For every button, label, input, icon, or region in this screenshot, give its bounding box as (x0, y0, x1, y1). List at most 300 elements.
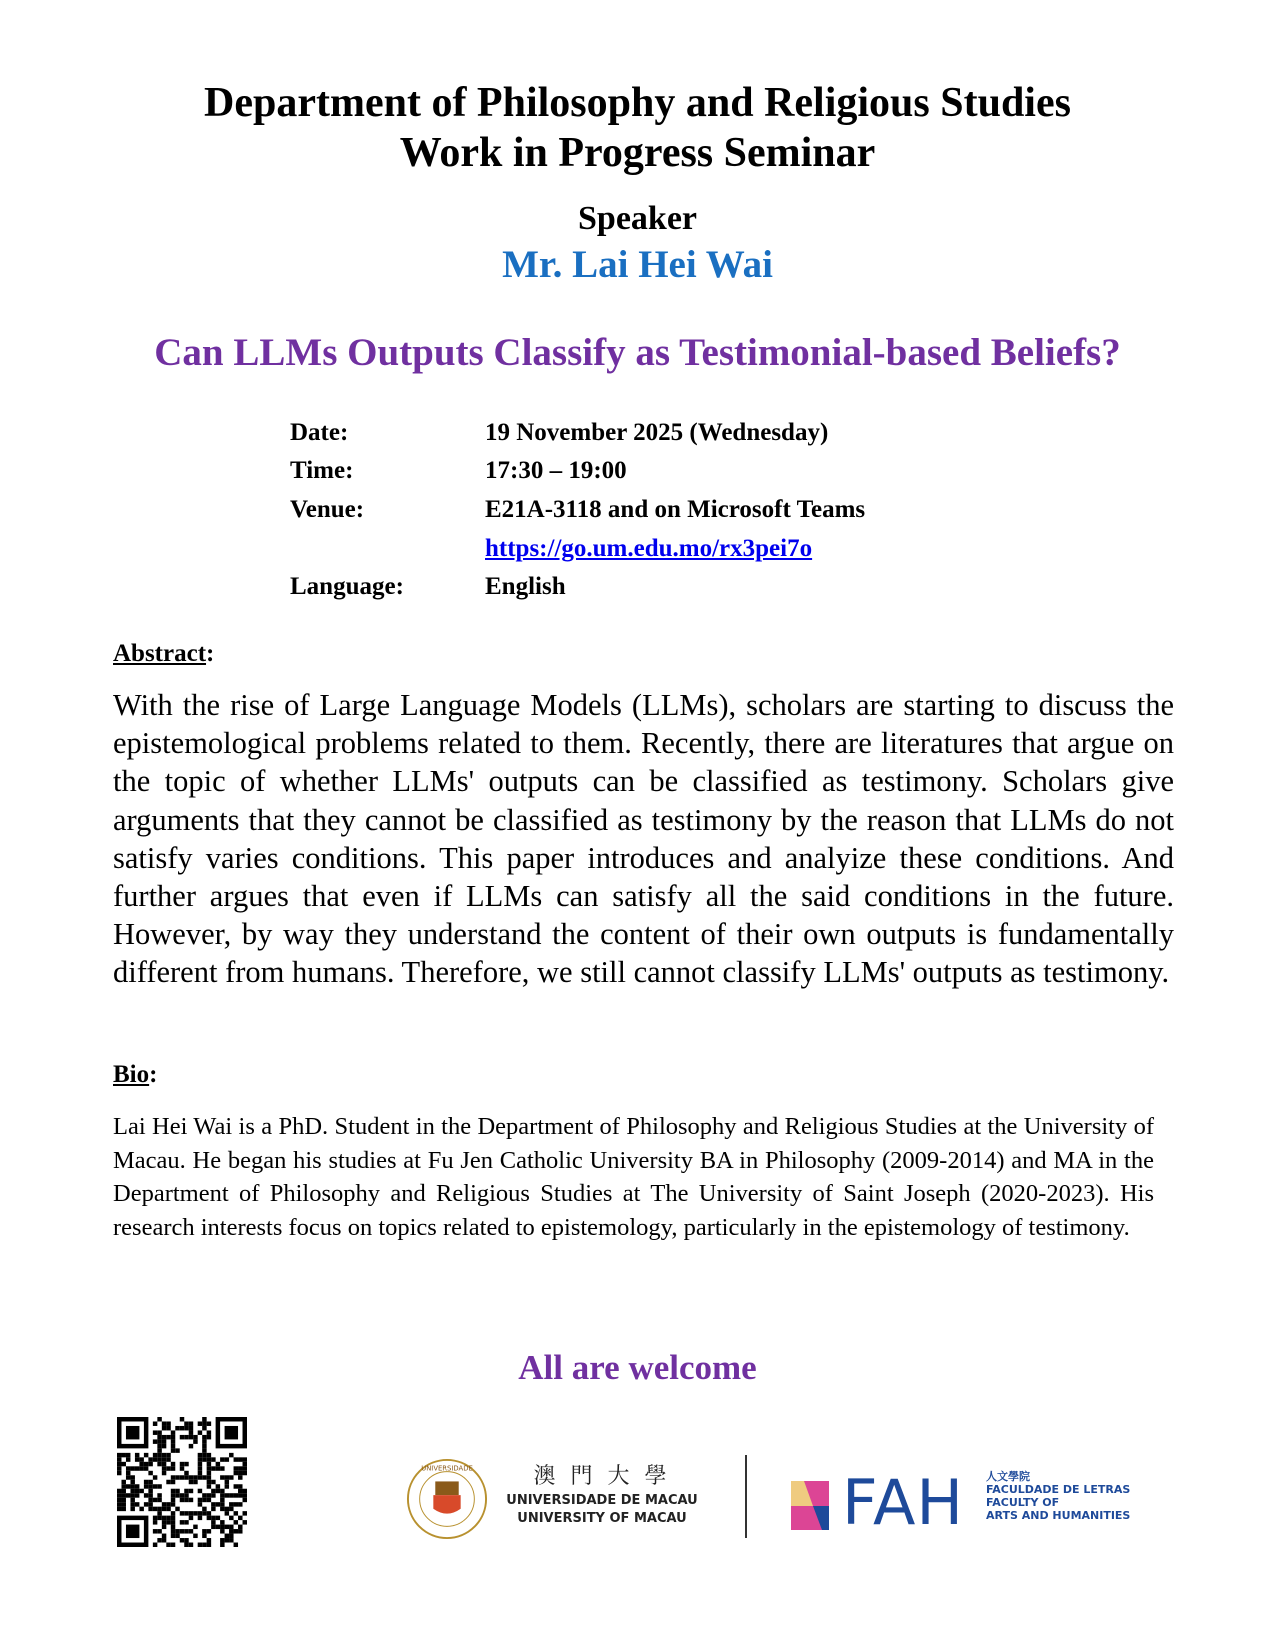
abstract-heading: Abstract: (113, 640, 215, 667)
qr-module (139, 1489, 143, 1493)
qr-module (193, 1475, 197, 1479)
qr-module (234, 1484, 238, 1488)
qr-module (157, 1516, 161, 1520)
qr-module (157, 1444, 161, 1448)
qr-module (207, 1475, 211, 1479)
qr-module (229, 1493, 233, 1497)
qr-module (229, 1534, 233, 1538)
qr-module (202, 1457, 206, 1461)
qr-module (202, 1426, 206, 1430)
qr-module (238, 1484, 242, 1488)
qr-module (117, 1453, 121, 1457)
qr-module (117, 1471, 121, 1475)
qr-module (184, 1543, 188, 1547)
qr-module (220, 1475, 224, 1479)
qr-module (184, 1426, 188, 1430)
qr-module (171, 1543, 175, 1547)
qr-module (225, 1534, 229, 1538)
qr-module (211, 1525, 215, 1529)
qr-module (243, 1520, 247, 1524)
qr-module (153, 1484, 157, 1488)
bio-label: Bio (113, 1061, 150, 1088)
qr-module (207, 1453, 211, 1457)
qr-module (180, 1435, 184, 1439)
qr-module (162, 1444, 166, 1448)
qr-module (238, 1493, 242, 1497)
qr-module (121, 1493, 125, 1497)
qr-module (198, 1462, 202, 1466)
qr-module (225, 1426, 238, 1439)
qr-module (135, 1457, 139, 1461)
fah-wordmark: FAH (842, 1466, 965, 1539)
qr-module (126, 1453, 130, 1457)
qr-module (148, 1502, 152, 1506)
qr-module (207, 1471, 211, 1475)
um-chinese-name: 澳 門 大 學 (533, 1464, 671, 1489)
qr-module (162, 1439, 166, 1443)
qr-module (117, 1457, 121, 1461)
qr-module (162, 1453, 166, 1457)
qr-module (184, 1538, 188, 1542)
qr-module (162, 1507, 166, 1511)
qr-module (220, 1538, 224, 1542)
speaker-name: Mr. Lai Hei Wai (502, 243, 773, 286)
qr-module (139, 1462, 143, 1466)
qr-module (171, 1534, 175, 1538)
qr-code[interactable] (115, 1417, 249, 1547)
qr-module (157, 1430, 161, 1434)
qr-module (153, 1529, 157, 1533)
qr-module (211, 1502, 215, 1506)
qr-module (126, 1484, 130, 1488)
qr-module (135, 1453, 139, 1457)
qr-module (202, 1453, 206, 1457)
qr-module (153, 1507, 157, 1511)
qr-module (171, 1516, 175, 1520)
qr-module (130, 1489, 134, 1493)
qr-module (216, 1516, 220, 1520)
qr-module (166, 1502, 170, 1506)
qr-module (220, 1520, 224, 1524)
qr-module (126, 1466, 130, 1470)
abstract-text: With the rise of Large Language Models (LLMs), scholars are starting to discuss the epistemological problems related to them. Recently, there are literatures that argue on the topic of whether LLMs' outputs can be classified as testimony. Scholars give arguments that they cannot be classified as testimony by the reason that LLMs do not satisfy varies conditions. This paper introduces and analyize these conditions. And further argues that even if LLMs can satisfy all the said conditions in the future. However, by way they understand the content of their own outputs is fundamentally different from humans. Therefore, we still cannot classify LLMs' outputs as testimony. (113, 688, 1174, 990)
qr-module (153, 1543, 157, 1547)
qr-module (171, 1444, 175, 1448)
qr-module (148, 1480, 152, 1484)
qr-module (130, 1475, 134, 1479)
qr-module (202, 1511, 206, 1515)
bio-text: Lai Hei Wai is a PhD. Student in the Department of Philosophy and Religious Studies at the University of Macau. He began his studies at Fu Jen Catholic University BA in Philosophy (2009-2014) and MA in the Department of Philosophy and Religious Studies at The University of Saint Joseph (2020-2023). His research interests focus on topics related to epistemology, particularly in the epistemology of testimony. (113, 1113, 1154, 1241)
qr-module (148, 1498, 152, 1502)
qr-module (225, 1484, 229, 1488)
qr-module (117, 1498, 121, 1502)
qr-module (189, 1444, 193, 1448)
qr-module (171, 1435, 175, 1439)
qr-module (225, 1480, 229, 1484)
qr-module (126, 1525, 139, 1538)
qr-module (238, 1516, 242, 1520)
qr-module (238, 1471, 242, 1475)
qr-module (207, 1538, 211, 1542)
qr-module (153, 1439, 157, 1443)
qr-module (189, 1430, 193, 1434)
qr-module (162, 1534, 166, 1538)
qr-module (157, 1417, 161, 1421)
qr-module (202, 1543, 206, 1547)
qr-module (171, 1462, 175, 1466)
qr-module (220, 1466, 224, 1470)
qr-module (225, 1525, 229, 1529)
qr-module (175, 1475, 179, 1479)
fah-names (986, 1470, 1130, 1522)
qr-module (229, 1507, 233, 1511)
qr-module (153, 1457, 157, 1461)
qr-module (139, 1466, 143, 1470)
qr-module (166, 1466, 170, 1470)
qr-module (166, 1453, 170, 1457)
qr-module (207, 1457, 211, 1461)
qr-module (117, 1493, 121, 1497)
qr-module (229, 1453, 233, 1457)
qr-module (130, 1484, 134, 1488)
logo-divider (745, 1455, 747, 1538)
qr-module (238, 1489, 242, 1493)
qr-module (238, 1525, 242, 1529)
qr-module (216, 1525, 220, 1529)
qr-module (148, 1457, 152, 1461)
qr-module (189, 1480, 193, 1484)
qr-module (202, 1448, 206, 1452)
qr-module (157, 1538, 161, 1542)
qr-module (202, 1435, 206, 1439)
qr-module (234, 1471, 238, 1475)
qr-module (126, 1493, 130, 1497)
qr-module (153, 1430, 157, 1434)
qr-module (121, 1480, 125, 1484)
qr-module (225, 1457, 229, 1461)
detail-date (290, 419, 828, 447)
qr-module (229, 1516, 233, 1520)
qr-module (243, 1498, 247, 1502)
qr-module (153, 1475, 157, 1479)
qr-module (189, 1475, 193, 1479)
qr-module (126, 1471, 130, 1475)
qr-module (126, 1426, 139, 1439)
qr-module (184, 1471, 188, 1475)
qr-module (153, 1516, 157, 1520)
qr-module (171, 1489, 175, 1493)
qr-module (126, 1457, 130, 1461)
detail-language (290, 573, 566, 601)
fah-english-name-2: ARTS AND HUMANITIES (986, 1509, 1131, 1522)
qr-module (225, 1507, 229, 1511)
qr-module (202, 1534, 206, 1538)
qr-module (171, 1475, 175, 1479)
um-english-name: UNIVERSITY OF MACAU (517, 1511, 687, 1526)
qr-module (180, 1417, 184, 1421)
qr-module (211, 1466, 215, 1470)
time-value: 17:30 – 19:00 (485, 457, 627, 484)
qr-module (207, 1484, 211, 1488)
qr-module (157, 1462, 161, 1466)
qr-module (180, 1529, 184, 1533)
qr-module (193, 1439, 197, 1443)
qr-module (198, 1511, 202, 1515)
qr-module (229, 1475, 233, 1479)
qr-module (180, 1426, 184, 1430)
qr-module (180, 1511, 184, 1515)
qr-module (189, 1426, 193, 1430)
teams-link[interactable]: https://go.um.edu.mo/rx3pei7o (485, 535, 813, 562)
qr-module (148, 1471, 152, 1475)
um-portuguese-name: UNIVERSIDADE DE MACAU (506, 1493, 698, 1508)
qr-module (148, 1489, 152, 1493)
qr-module (166, 1421, 170, 1425)
qr-module (162, 1471, 166, 1475)
qr-module (184, 1489, 188, 1493)
qr-module (180, 1520, 184, 1524)
qr-module (171, 1493, 175, 1497)
qr-module (207, 1529, 211, 1533)
qr-module (130, 1498, 134, 1502)
qr-module (243, 1457, 247, 1461)
qr-module (171, 1439, 175, 1443)
abstract-label: Abstract (113, 640, 207, 667)
venue-label: Venue: (290, 496, 365, 523)
qr-module (121, 1498, 125, 1502)
qr-module (229, 1538, 233, 1542)
qr-module (193, 1525, 197, 1529)
qr-module (171, 1498, 175, 1502)
qr-module (202, 1507, 206, 1511)
qr-module (117, 1466, 121, 1470)
fah-english-name-1: FACULTY OF (986, 1496, 1060, 1509)
qr-module (157, 1498, 161, 1502)
detail-time (290, 457, 627, 485)
qr-module (148, 1484, 152, 1488)
department-title: Department of Philosophy and Religious Studies (204, 80, 1071, 126)
header-title (0, 78, 1275, 178)
qr-module (144, 1453, 148, 1457)
detail-link (290, 535, 812, 563)
qr-module (144, 1502, 148, 1506)
qr-module (184, 1435, 188, 1439)
qr-module (229, 1502, 233, 1506)
qr-module (126, 1475, 130, 1479)
qr-module (220, 1525, 224, 1529)
qr-module (162, 1525, 166, 1529)
qr-module (175, 1426, 179, 1430)
qr-module (144, 1466, 148, 1470)
qr-module (117, 1502, 121, 1506)
qr-module (234, 1502, 238, 1506)
qr-module (243, 1466, 247, 1470)
qr-module (198, 1475, 202, 1479)
qr-module (171, 1525, 175, 1529)
qr-module (234, 1520, 238, 1524)
qr-module (189, 1529, 193, 1533)
qr-module (198, 1543, 202, 1547)
qr-module (198, 1466, 202, 1470)
qr-module (202, 1475, 206, 1479)
qr-module (175, 1507, 179, 1511)
qr-module (243, 1462, 247, 1466)
qr-module (162, 1516, 166, 1520)
qr-module (121, 1507, 125, 1511)
qr-module (238, 1457, 242, 1461)
qr-module (180, 1466, 184, 1470)
qr-module (121, 1462, 125, 1466)
qr-module (202, 1444, 206, 1448)
qr-module (193, 1511, 197, 1515)
welcome-text: All are welcome (518, 1348, 757, 1387)
qr-module (238, 1529, 242, 1533)
qr-module (220, 1498, 224, 1502)
qr-module (234, 1493, 238, 1497)
qr-module (139, 1507, 143, 1511)
qr-module (184, 1421, 188, 1425)
seminar-title: Work in Progress Seminar (399, 130, 876, 176)
qr-module (220, 1502, 224, 1506)
qr-module (225, 1475, 229, 1479)
qr-module (234, 1511, 238, 1515)
um-seal-logo (405, 1458, 489, 1540)
qr-module (243, 1489, 247, 1493)
qr-module (180, 1462, 184, 1466)
qr-module (157, 1484, 161, 1488)
qr-module (157, 1507, 161, 1511)
qr-module (207, 1421, 211, 1425)
qr-module (121, 1502, 125, 1506)
qr-module (216, 1489, 220, 1493)
qr-module (130, 1502, 134, 1506)
qr-module (216, 1484, 220, 1488)
qr-module (189, 1498, 193, 1502)
qr-module (243, 1493, 247, 1497)
qr-module (207, 1498, 211, 1502)
qr-module (135, 1502, 139, 1506)
qr-module (180, 1538, 184, 1542)
fah-logo-mark (791, 1481, 829, 1530)
qr-module (117, 1489, 121, 1493)
qr-module (157, 1493, 161, 1497)
qr-module (211, 1457, 215, 1461)
qr-module (166, 1457, 170, 1461)
qr-module (198, 1502, 202, 1506)
qr-module (166, 1435, 170, 1439)
qr-module (220, 1457, 224, 1461)
qr-module (207, 1493, 211, 1497)
qr-module (184, 1511, 188, 1515)
bio-heading: Bio: (113, 1061, 158, 1088)
qr-module (207, 1511, 211, 1515)
qr-module (117, 1507, 121, 1511)
qr-module (238, 1475, 242, 1479)
qr-module (211, 1489, 215, 1493)
qr-module (166, 1543, 170, 1547)
qr-module (162, 1426, 166, 1430)
qr-module (207, 1430, 211, 1434)
language-value: English (485, 573, 566, 600)
qr-module (243, 1471, 247, 1475)
qr-module (198, 1498, 202, 1502)
qr-module (211, 1493, 215, 1497)
qr-module (225, 1538, 229, 1542)
qr-module (189, 1511, 193, 1515)
qr-module (144, 1462, 148, 1466)
qr-module (198, 1516, 202, 1520)
qr-module (207, 1435, 211, 1439)
qr-module (130, 1466, 134, 1470)
qr-module (148, 1507, 152, 1511)
qr-module (216, 1462, 220, 1466)
qr-module (157, 1448, 161, 1452)
qr-module (135, 1466, 139, 1470)
qr-module (157, 1457, 161, 1461)
qr-module (189, 1435, 193, 1439)
date-value: 19 November 2025 (Wednesday) (485, 419, 829, 446)
fah-portuguese-name: FACULDADE DE LETRAS (986, 1483, 1131, 1496)
qr-module (198, 1457, 202, 1461)
qr-module (180, 1498, 184, 1502)
qr-module (193, 1435, 197, 1439)
qr-module (117, 1462, 121, 1466)
qr-module (202, 1529, 206, 1533)
qr-module (171, 1480, 175, 1484)
qr-module (198, 1453, 202, 1457)
qr-module (144, 1493, 148, 1497)
qr-module (216, 1466, 220, 1470)
qr-module (207, 1466, 211, 1470)
qr-module (220, 1489, 224, 1493)
qr-module (121, 1484, 125, 1488)
qr-module (198, 1489, 202, 1493)
qr-module (157, 1439, 161, 1443)
qr-module (184, 1493, 188, 1497)
fah-chinese-name: 人文學院 (986, 1470, 1030, 1483)
qr-module (225, 1493, 229, 1497)
qr-module (234, 1466, 238, 1470)
qr-module (130, 1493, 134, 1497)
qr-module (153, 1498, 157, 1502)
qr-module (220, 1493, 224, 1497)
qr-module (157, 1529, 161, 1533)
qr-module (175, 1493, 179, 1497)
qr-module (198, 1421, 202, 1425)
qr-module (193, 1534, 197, 1538)
qr-module (135, 1489, 139, 1493)
venue-value: E21A-3118 and on Microsoft Teams (485, 496, 866, 523)
seal-text: UNIVERSIDADE (421, 1464, 473, 1473)
qr-module (171, 1511, 175, 1515)
qr-module (229, 1529, 233, 1533)
qr-module (243, 1511, 247, 1515)
qr-module (144, 1484, 148, 1488)
qr-module (207, 1543, 211, 1547)
qr-module (175, 1534, 179, 1538)
qr-module (153, 1421, 157, 1425)
qr-module (153, 1453, 157, 1457)
qr-module (171, 1520, 175, 1524)
qr-module (207, 1462, 211, 1466)
qr-module (162, 1538, 166, 1542)
detail-venue (290, 496, 865, 524)
qr-module (166, 1507, 170, 1511)
talk-title: Can LLMs Outputs Classify as Testimonial-based Beliefs? (154, 331, 1121, 374)
qr-module (121, 1453, 125, 1457)
qr-module (184, 1520, 188, 1524)
qr-module (225, 1511, 229, 1515)
